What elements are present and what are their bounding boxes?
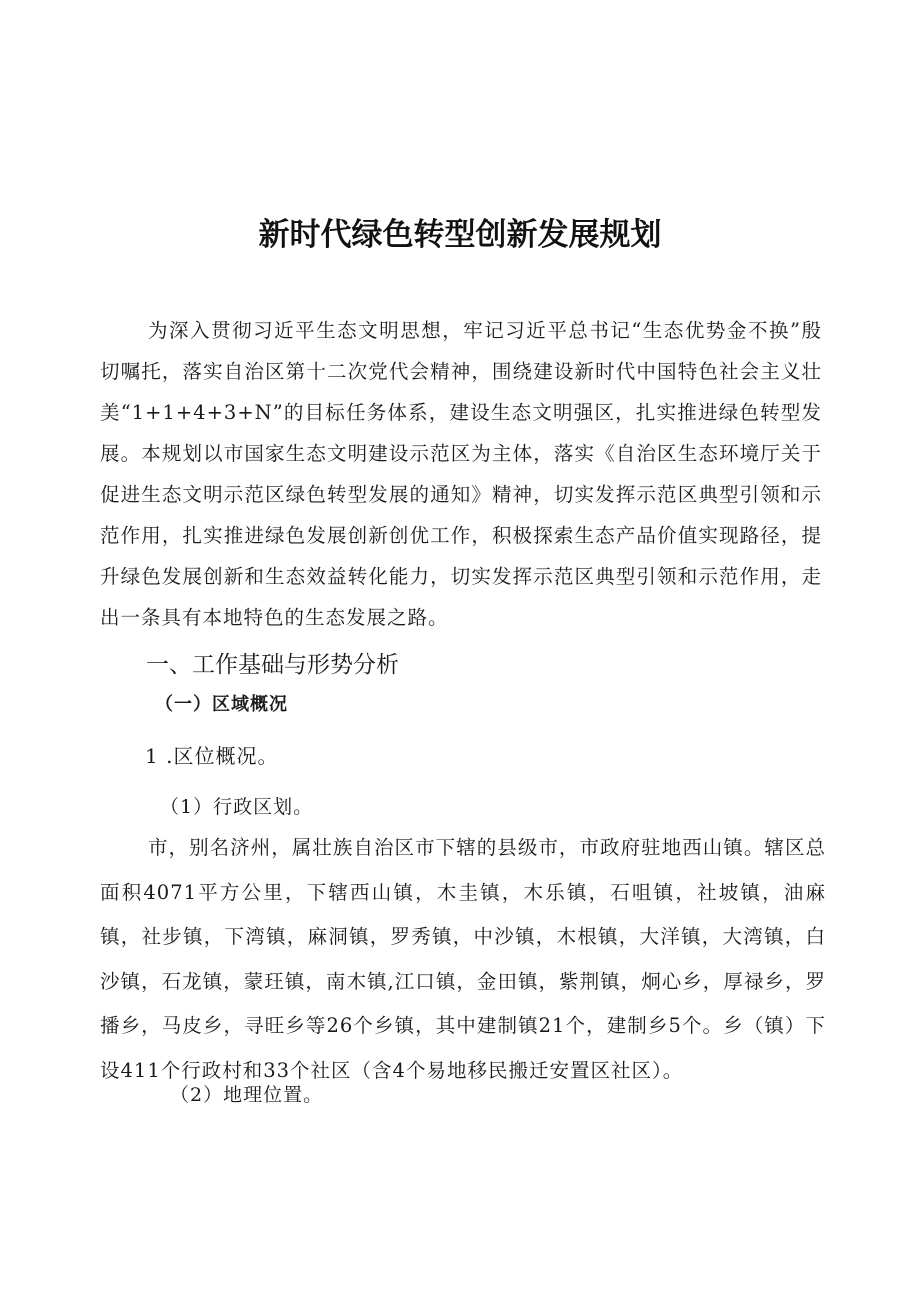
subitem-heading-admin: （1）行政区划。: [160, 796, 314, 818]
intro-paragraph: 为深入贯彻习近平生态文明思想，牢记习近平总书记“生态优势金不换”殷切嘱托，落实自治区第十二次党代会精神，围绕建设新时代中国特色社会主义壮美“1+1+4+3+N”的目标任务体系，建设生态文明强区，扎实推进绿色转型发展。本规划以市国家生态文明建设示范区为主体，落实《自治区生态环境厅关于促进生态文明示范区绿色转型发展的通知》精神，切实发挥示范区典型引领和示范作用，扎实推进绿色发展创新创优工作，积极探索生态产品价值实现路径，提升绿色发展创新和生态效益转化能力，切实发挥示范区典型引领和示范作用，走出一条具有本地特色的生态发展之路。: [100, 319, 822, 629]
item-heading: 1 .区位概况。: [145, 744, 279, 768]
section-heading: 一、工作基础与形势分析: [146, 652, 399, 678]
admin-paragraph: 市，别名济州，属壮族自治区市下辖的县级市，市政府驻地西山镇。辖区总面积4071平方公里，下辖西山镇，木圭镇，木乐镇，石咀镇，社坡镇，油麻镇，社步镇，下湾镇，麻洞镇，罗秀镇，中沙镇，木根镇，大洋镇，大湾镇，白沙镇，石龙镇，蒙玨镇，南木镇,江口镇，金田镇，紫荆镇，炯心乡，厚禄乡，罗播乡，马皮乡，寻旺乡等26个乡镇，其中建制镇21个，建制乡5个。乡（镇）下设411个行政村和33个社区（含4个易地移民搬迁安置区社区）。: [100, 836, 826, 1082]
subsection-heading: （一）区域概况: [155, 694, 288, 715]
document-title: 新时代绿色转型创新发展规划: [258, 216, 662, 253]
subitem-heading-location: （2）地理位置。: [170, 1084, 324, 1106]
